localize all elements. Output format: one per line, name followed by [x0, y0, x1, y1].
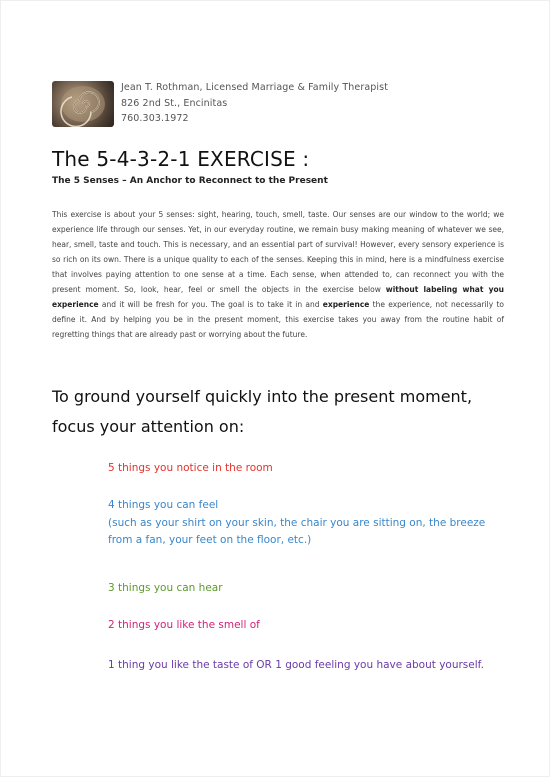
exercise-title: The 5-4-3-2-1 EXERCISE :	[52, 147, 310, 171]
contact-info	[121, 80, 388, 127]
exercise-subtitle: The 5 Senses – An Anchor to Reconnect to the Present	[52, 176, 328, 186]
ground-heading: To ground yourself quickly into the present moment, focus your attention on:	[52, 387, 473, 436]
sense-item-three: 3 things you can hear	[108, 582, 223, 594]
sense-item-two: 2 things you like the smell of	[108, 619, 260, 631]
sense-item-four: 4 things you can feel	[108, 499, 219, 511]
intro-bold-1: without labeling what you experience	[52, 285, 504, 309]
sense-item-four-detail: (such as your shirt on your skin, the chair you are sitting on, the breeze from a fan, your feet on the floor, etc.)	[108, 517, 486, 546]
contact-name: Jean T. Rothman, Licensed Marriage & Family Therapist	[121, 82, 389, 93]
nautilus-shell-icon	[52, 81, 114, 127]
intro-paragraph	[52, 207, 504, 342]
intro-text-1: This exercise is about your 5 senses: sight, hearing, touch, smell, taste. Our senses are our window to the world; we experience life through our senses. Yet, in our everyday routine, we remain busy making meaning of whatever we see, hear, smell, taste and touch. This is necessary, and an essential part of survival! However, every sensory experience is so rich on its own. There is a unique quality to each of the senses. Keeping this in mind, here is a mindfulness exercise that involves paying attention to one sense at a time. Each sense, when attended to, can reconnect you with the present moment. So, look, hear, feel or smell the objects in the exercise below	[52, 210, 504, 294]
contact-phone: 760.303.1972	[121, 113, 189, 124]
intro-bold-2: experience	[322, 300, 370, 309]
intro-text-2: and it will be fresh for you. The goal is to take it in and	[98, 300, 323, 309]
sense-item-five: 5 things you notice in the room	[108, 462, 273, 474]
letterhead	[52, 81, 452, 133]
sense-item-one: 1 thing you like the taste of OR 1 good feeling you have about yourself.	[108, 659, 484, 671]
intro-text-3: the experience, not necessarily to define it. And by helping you be in the present moment, this exercise takes you away from the routine habit of regretting things that are already past or worrying about the future.	[52, 300, 504, 339]
contact-address: 826 2nd St., Encinitas	[121, 97, 228, 109]
